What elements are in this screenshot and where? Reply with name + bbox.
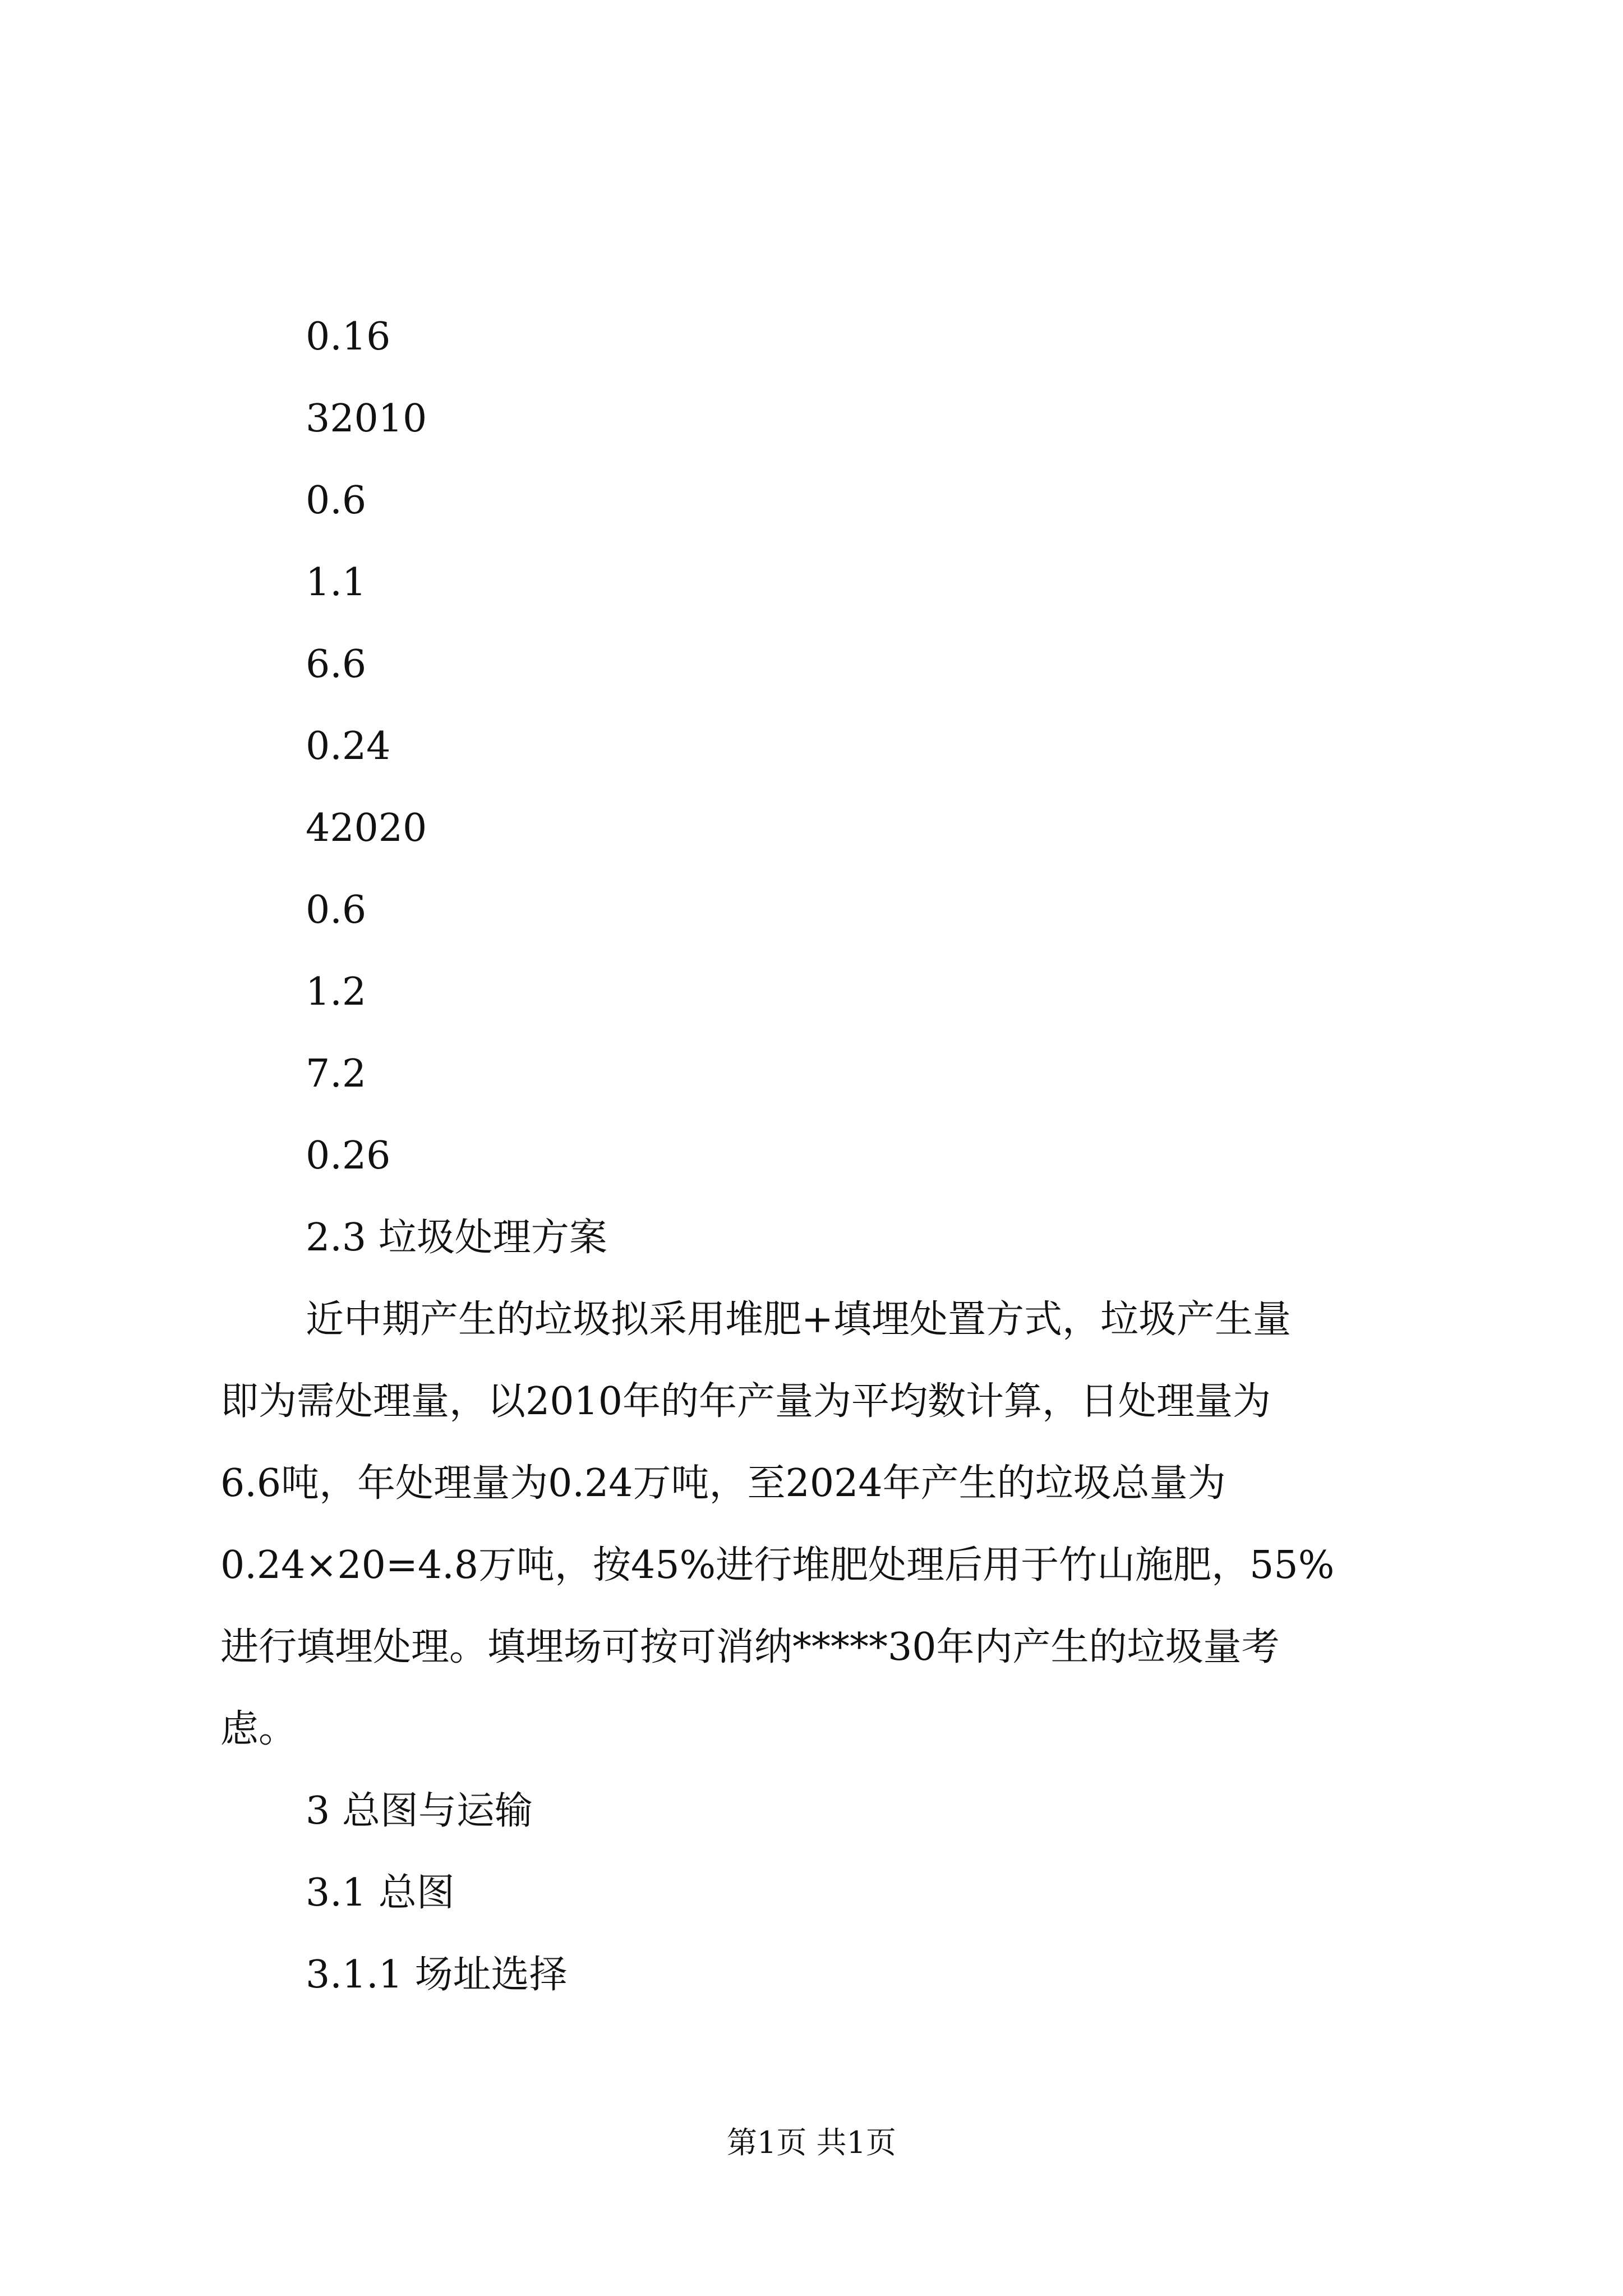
value-line: 0.26: [306, 1134, 391, 1178]
section-heading-3-1-1: 3.1.1 场址选择: [306, 1953, 568, 1997]
value-line: 1.2: [306, 970, 367, 1014]
value-line: 0.6: [306, 478, 367, 523]
paragraph-line: 0.24×20=4.8万吨，按45%进行堆肥处理后用于竹山施肥，55%: [220, 1543, 1335, 1588]
paragraph-line: 6.6吨，年处理量为0.24万吨，至2024年产生的垃圾总量为: [220, 1461, 1226, 1506]
value-line: 0.6: [306, 888, 367, 932]
paragraph-line: 进行填埋处理。填埋场可按可消纳*****30年内产生的垃圾量考: [220, 1625, 1280, 1669]
paragraph-line: 近中期产生的垃圾拟采用堆肥+填埋处置方式，垃圾产生量: [306, 1297, 1291, 1342]
paragraph-line: 即为需处理量，以2010年的年产量为平均数计算，日处理量为: [220, 1379, 1271, 1424]
value-line: 1.1: [306, 560, 367, 605]
section-heading-3-1: 3.1 总图: [306, 1871, 455, 1915]
value-line: 42020: [306, 806, 427, 850]
section-heading-3: 3 总图与运输: [306, 1789, 533, 1833]
value-line: 0.16: [306, 315, 391, 359]
page-footer: 第1页 共1页: [727, 2125, 896, 2160]
value-line: 7.2: [306, 1052, 367, 1096]
value-line: 0.24: [306, 724, 391, 769]
value-line: 6.6: [306, 642, 367, 687]
paragraph-line: 虑。: [220, 1707, 297, 1751]
value-line: 32010: [306, 397, 427, 441]
section-heading-2-3: 2.3 垃圾处理方案: [306, 1216, 607, 1260]
